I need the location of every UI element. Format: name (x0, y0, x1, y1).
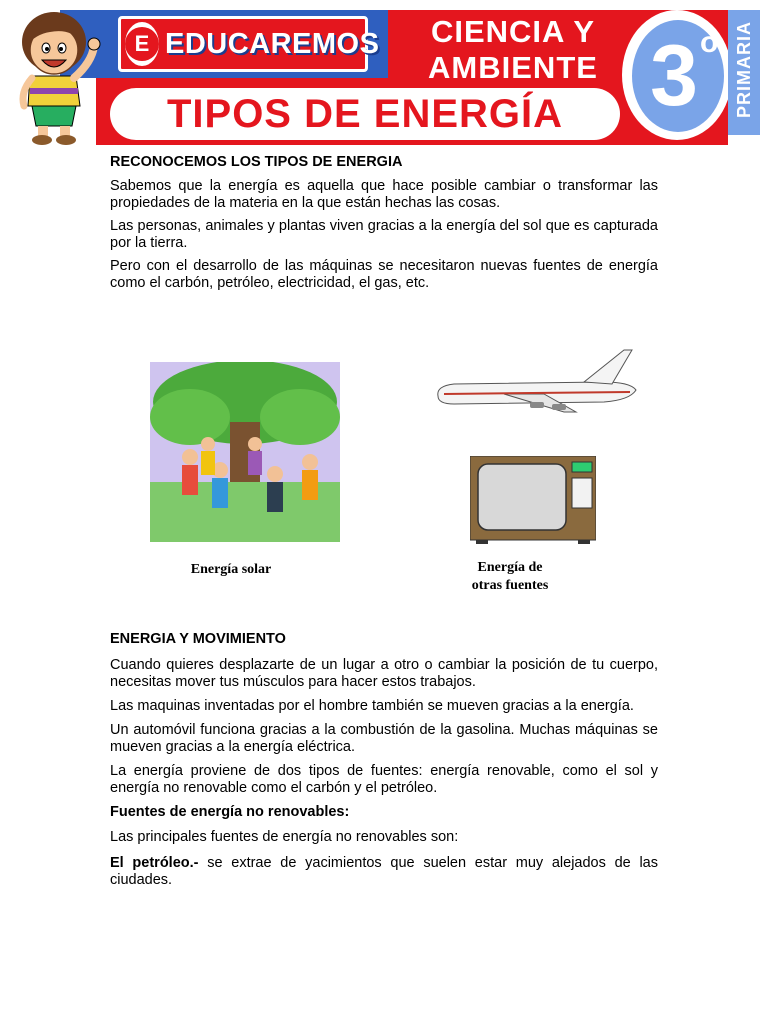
paragraph: Las personas, animales y plantas viven gracias a la energía del sol que es capturada por la tierra. (110, 218, 658, 251)
definition-text: se extrae de yacimientos que suelen estar muy alejados de las ciudades. (110, 855, 658, 888)
subheading: Fuentes de energía no renovables: (110, 804, 350, 820)
paragraph: Un automóvil funciona gracias a la combustión de la gasolina. Muchas máquinas se mueven gracias a la energía eléctrica. (110, 722, 658, 755)
subject-title (400, 14, 626, 86)
logo-text: EDUCAREMOS (165, 27, 380, 60)
paragraph: Pero con el desarrollo de las máquinas se necesitaron nuevas fuentes de energía como el carbón, petróleo, electricidad, el gas, etc. (110, 258, 658, 291)
paragraph: Las principales fuentes de energía no renovables son: (110, 829, 459, 845)
caption-line-1: Energía de (477, 560, 543, 575)
solar-energy-caption: Energía solar (190, 562, 272, 577)
educaremos-logo (118, 16, 380, 72)
grade-level-label: PRIMARIA (734, 21, 754, 118)
logo-letter: E (125, 27, 159, 61)
paragraph: Sabemos que la energía es aquella que hace posible cambiar o transformar las propiedades de la materia en la que están hechas las cosas. (110, 178, 658, 211)
grade-number: 3 (650, 28, 698, 124)
subject-line-2: AMBIENTE (428, 50, 598, 85)
boy-mascot-illustration (10, 6, 102, 146)
grade-ordinal: o (700, 26, 719, 59)
television-illustration (470, 456, 596, 544)
paragraph: Cuando quieres desplazarte de un lugar a otro o cambiar la posición de tu cuerpo, necesitas mover tus músculos para hacer estos trabajos. (110, 657, 658, 690)
section-energia-movimiento (110, 631, 658, 889)
definition-term: El petróleo.- (110, 855, 199, 871)
page-header (0, 0, 768, 150)
definition-item (110, 855, 658, 889)
section-heading: RECONOCEMOS LOS TIPOS DE ENERGIA (110, 154, 403, 170)
solar-energy-illustration (150, 362, 340, 542)
paragraph: La energía proviene de dos tipos de fuentes: energía renovable, como el sol y energía no renovable como el carbón y el petróleo. (110, 763, 658, 796)
other-sources-caption (440, 559, 580, 595)
section-reconocemos (110, 154, 658, 292)
airplane-illustration (434, 346, 640, 414)
subject-line-1: CIENCIA Y (430, 14, 596, 49)
paragraph: Las maquinas inventadas por el hombre también se mueven gracias a la energía. (110, 698, 634, 714)
caption-line-2: otras fuentes (471, 578, 549, 593)
section-heading: ENERGIA Y MOVIMIENTO (110, 631, 286, 647)
logo-badge (125, 22, 159, 66)
page-title: TIPOS DE ENERGÍA (166, 91, 564, 136)
title-banner (110, 88, 620, 140)
